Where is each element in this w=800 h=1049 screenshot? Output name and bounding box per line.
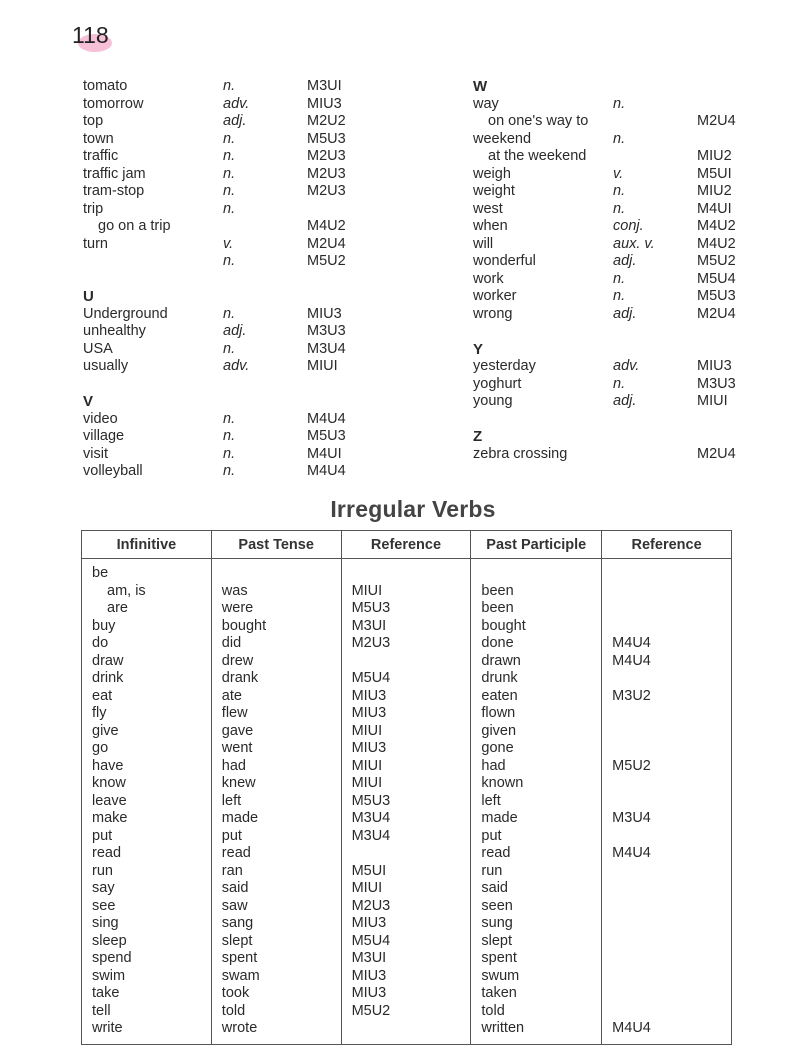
cell-reference-2 (612, 985, 731, 1003)
cell-reference-2 (612, 705, 731, 723)
glossary-entry (473, 96, 773, 114)
cell-past-tense: went (221, 740, 253, 756)
cell-reference: M5U2 (351, 1002, 391, 1019)
header-reference: Reference (341, 531, 471, 559)
cell-past-participle: read (481, 845, 511, 861)
cell-reference-2 (612, 793, 731, 811)
cell-past-participle: put (481, 827, 502, 844)
glossary-entry (83, 446, 383, 464)
irregular-verbs-title: Irregular Verbs (330, 496, 496, 522)
cell-past-tense: swam (221, 967, 260, 984)
entry-word: turn (83, 235, 108, 252)
cell-reference: M5UI (351, 862, 387, 879)
cell-past-tense: bought (221, 617, 267, 634)
entry-reference: M3UI (307, 78, 342, 94)
entry-reference: MIU3 (307, 305, 342, 322)
glossary-entry (83, 306, 383, 324)
cell-infinitive: do (92, 635, 109, 651)
cell-past-participle: swum (481, 967, 520, 984)
entry-reference: M5U2 (697, 253, 736, 269)
glossary-entry (83, 358, 383, 376)
cell-infinitive: know (92, 775, 126, 791)
cell-reference-2: M4U4 (612, 652, 651, 669)
cell-reference-2 (612, 583, 731, 601)
entry-part-of-speech: adj. (223, 113, 247, 129)
entry-word: yesterday (473, 358, 536, 374)
cell-reference-2: M5U2 (612, 757, 651, 774)
entry-reference: M5U3 (697, 288, 736, 304)
entry-part-of-speech: n. (613, 183, 626, 199)
entry-reference: M5U3 (307, 428, 346, 444)
entry-reference: MIUI (307, 358, 338, 374)
entry-word: when (473, 218, 508, 234)
cell-reference: M5U4 (351, 932, 391, 949)
entry-word: traffic jam (83, 165, 146, 182)
cell-past-tense: were (221, 600, 254, 616)
cell-past-tense: made (221, 810, 259, 826)
entry-word: USA (83, 340, 113, 357)
entry-word: Underground (83, 305, 168, 322)
entry-word: worker (473, 288, 517, 304)
glossary-entry (473, 446, 773, 464)
entry-word: way (473, 95, 499, 112)
cell-reference: MIU3 (351, 687, 387, 704)
entry-part-of-speech: n. (223, 445, 236, 462)
cell-reference (352, 1020, 471, 1038)
cell-past-participle (481, 565, 601, 583)
entry-part-of-speech: n. (223, 200, 236, 217)
section-letter: W (473, 78, 488, 95)
entry-reference: M4U4 (307, 463, 346, 479)
table-header-row (82, 531, 732, 559)
cell-reference (352, 565, 471, 583)
header-reference-2: Reference (602, 531, 732, 559)
header-past-participle: Past Participle (471, 531, 602, 559)
entry-word: on one's way to (488, 113, 589, 129)
cell-reference: MIUI (351, 582, 383, 599)
table-body (82, 559, 732, 1045)
glossary-entry (83, 201, 383, 219)
cell-past-tense: told (221, 1002, 246, 1019)
cell-reference-2 (612, 565, 731, 583)
cell-infinitive: write (92, 1020, 123, 1036)
glossary-entry (473, 166, 773, 184)
cell-reference-2 (612, 863, 731, 881)
cell-past-participle: seen (481, 897, 513, 914)
cell-infinitive: am, is (107, 582, 146, 599)
entry-word: tram-stop (83, 183, 145, 199)
cell-past-participle: spent (481, 950, 517, 966)
entry-word: at the weekend (488, 148, 587, 164)
cell-past-participle: had (481, 757, 506, 774)
entry-part-of-speech: adj. (613, 393, 637, 409)
column-past-participle (471, 559, 602, 1045)
entry-reference: MIU3 (697, 358, 732, 374)
cell-past-participle: bought (481, 617, 526, 634)
cell-past-participle: been (481, 600, 514, 616)
cell-infinitive: run (92, 862, 113, 879)
cell-past-participle: been (481, 582, 514, 599)
column-reference-2 (602, 559, 732, 1045)
entry-part-of-speech: adj. (223, 323, 247, 339)
entry-reference: MIUI (697, 393, 728, 409)
entry-word: wrong (473, 305, 513, 322)
entry-reference: M4U2 (307, 218, 346, 234)
cell-reference: MIU3 (351, 740, 387, 756)
entry-reference: MIU2 (697, 183, 732, 199)
entry-reference: M2U4 (307, 235, 346, 252)
entry-part-of-speech: conj. (613, 218, 644, 234)
glossary-entry (83, 113, 383, 131)
cell-past-tense: drew (221, 652, 254, 669)
cell-infinitive: tell (92, 1002, 111, 1019)
cell-past-tense: had (221, 757, 246, 774)
cell-past-participle: eaten (481, 687, 518, 704)
glossary-entry (83, 131, 383, 149)
section-letter: Z (473, 428, 483, 445)
cell-past-participle: said (481, 880, 508, 896)
entry-word: west (473, 200, 503, 217)
entry-part-of-speech: n. (223, 148, 236, 164)
cell-reference-2 (612, 618, 731, 636)
cell-reference-2 (612, 880, 731, 898)
cell-past-participle: drawn (481, 652, 521, 669)
cell-past-tense: gave (221, 722, 254, 739)
cell-reference (352, 653, 471, 671)
entry-word: trip (83, 200, 104, 217)
entry-word: work (473, 270, 504, 287)
cell-reference-2: M3U4 (612, 810, 651, 826)
entry-word: tomorrow (83, 95, 144, 112)
cell-past-tense: slept (221, 932, 253, 949)
glossary-entry (473, 183, 773, 201)
cell-reference: MIUI (351, 775, 383, 791)
entry-part-of-speech: n. (613, 375, 626, 392)
cell-reference: MIU3 (351, 985, 387, 1001)
entry-reference: MIU3 (307, 95, 342, 112)
cell-infinitive: give (92, 722, 119, 739)
cell-reference-2 (612, 740, 731, 758)
cell-infinitive: go (92, 740, 109, 756)
glossary-entry (473, 148, 773, 166)
entry-reference: M4UI (697, 200, 732, 217)
entry-word: yoghurt (473, 375, 522, 392)
entry-reference: M5UI (697, 165, 732, 182)
cell-reference-2 (612, 1003, 731, 1021)
glossary-entry (473, 236, 773, 254)
entry-reference: M4U2 (697, 218, 736, 234)
glossary-entry (83, 78, 383, 96)
cell-reference-2: M4U4 (612, 635, 651, 651)
cell-past-tense: knew (221, 775, 256, 791)
cell-reference-2 (612, 950, 731, 968)
cell-infinitive: draw (92, 652, 124, 669)
cell-past-tense: wrote (221, 1020, 258, 1036)
cell-reference-2 (612, 670, 731, 688)
column-reference (341, 559, 471, 1045)
cell-past-participle: written (481, 1020, 525, 1036)
entry-reference: M2U4 (697, 445, 736, 462)
cell-infinitive: see (92, 897, 116, 914)
entry-reference: M5U4 (697, 270, 736, 287)
section-gap (473, 411, 773, 429)
entry-part-of-speech: n. (223, 183, 236, 199)
entry-part-of-speech: n. (223, 340, 236, 357)
cell-reference-2: M3U2 (612, 687, 651, 704)
cell-reference: M5U3 (351, 600, 391, 616)
cell-reference: M2U3 (351, 635, 391, 651)
entry-word: top (83, 113, 104, 129)
entry-word: will (473, 235, 494, 252)
cell-reference-2 (612, 600, 731, 618)
glossary-entry (473, 358, 773, 376)
cell-reference: M5U3 (351, 792, 391, 809)
entry-part-of-speech: adv. (223, 95, 250, 112)
cell-infinitive: read (92, 845, 122, 861)
entry-word: town (83, 130, 114, 147)
entry-part-of-speech: n. (223, 428, 236, 444)
glossary-entry (473, 393, 773, 411)
cell-past-participle: sung (481, 915, 513, 931)
entry-part-of-speech: n. (613, 95, 626, 112)
cell-past-tense: said (221, 880, 249, 896)
cell-reference-2: M4U4 (612, 845, 651, 861)
cell-past-tense: spent (221, 950, 258, 966)
cell-reference: M3UI (351, 617, 387, 634)
cell-reference-2 (612, 775, 731, 793)
entry-part-of-speech: n. (613, 130, 626, 147)
cell-infinitive: eat (92, 687, 113, 704)
cell-past-participle: taken (481, 985, 517, 1001)
entry-word: video (83, 410, 118, 427)
entry-reference: M5U2 (307, 253, 346, 269)
glossary-left-column (83, 78, 383, 481)
cell-past-tense: drank (221, 670, 259, 686)
cell-infinitive: drink (92, 670, 124, 686)
cell-reference: MIUI (351, 880, 383, 896)
entry-word: traffic (83, 148, 119, 164)
cell-infinitive: put (92, 827, 113, 844)
glossary-entry (473, 376, 773, 394)
entry-word: village (83, 428, 125, 444)
cell-reference: MIUI (351, 722, 383, 739)
glossary-entry (473, 201, 773, 219)
glossary-entry (83, 236, 383, 254)
cell-infinitive: buy (92, 617, 116, 634)
entry-part-of-speech: v. (223, 235, 234, 252)
glossary-entry (83, 218, 383, 236)
entry-reference: M2U4 (697, 113, 736, 129)
cell-past-participle: gone (481, 740, 514, 756)
entry-part-of-speech: n. (223, 253, 236, 269)
cell-infinitive: be (92, 565, 109, 581)
entry-part-of-speech: adj. (613, 253, 637, 269)
cell-reference: MIU3 (351, 967, 387, 984)
cell-past-participle: made (481, 810, 518, 826)
entry-reference: M4U4 (307, 410, 346, 427)
cell-reference: M3U4 (351, 810, 391, 826)
cell-past-tense: ate (221, 687, 242, 704)
cell-past-tense: saw (221, 897, 248, 914)
entry-reference: M2U4 (697, 305, 736, 322)
glossary-entry (473, 306, 773, 324)
entry-part-of-speech: adv. (613, 358, 640, 374)
section-gap (473, 323, 773, 341)
page-number: 118 (72, 22, 109, 48)
entry-word: weekend (473, 130, 532, 147)
cell-reference (352, 845, 471, 863)
entry-reference: M4UI (307, 445, 342, 462)
cell-infinitive: fly (92, 705, 107, 721)
cell-past-tense: was (221, 582, 248, 599)
cell-infinitive: sleep (92, 932, 127, 949)
entry-reference: M3U4 (307, 340, 346, 357)
cell-infinitive: spend (92, 950, 132, 966)
column-past-tense (211, 559, 341, 1045)
entry-reference: M2U2 (307, 113, 346, 129)
glossary-entry (83, 411, 383, 429)
cell-past-tense: did (221, 635, 242, 651)
entry-reference: M2U3 (307, 165, 346, 182)
glossary-entry (83, 323, 383, 341)
section-gap (83, 376, 383, 394)
cell-infinitive: leave (92, 792, 127, 809)
header-past-tense: Past Tense (211, 531, 341, 559)
entry-part-of-speech: n. (613, 200, 626, 217)
entry-reference: M5U3 (307, 130, 346, 147)
cell-past-participle: given (481, 722, 517, 739)
entry-word: usually (83, 358, 129, 374)
glossary-entry (473, 253, 773, 271)
cell-past-tense: sang (221, 915, 254, 931)
cell-past-tense: left (221, 792, 242, 809)
entry-part-of-speech: n. (223, 130, 236, 147)
cell-past-tense: read (221, 845, 251, 861)
cell-past-tense: flew (221, 705, 248, 721)
cell-reference-2 (612, 898, 731, 916)
header-infinitive: Infinitive (82, 531, 212, 559)
cell-infinitive: are (107, 600, 128, 616)
cell-reference: M3UI (351, 950, 387, 966)
cell-reference-2 (612, 828, 731, 846)
cell-reference: MIUI (351, 757, 383, 774)
irregular-verbs-table (81, 530, 732, 1045)
glossary-right-column (473, 78, 773, 463)
glossary-entry (473, 218, 773, 236)
section-letter: V (83, 393, 94, 410)
entry-part-of-speech: n. (613, 288, 626, 304)
entry-word: volleyball (83, 463, 143, 479)
cell-past-participle: known (481, 775, 524, 791)
glossary-entry (473, 271, 773, 289)
cell-infinitive: make (92, 810, 128, 826)
glossary-entry (83, 183, 383, 201)
entry-word: young (473, 393, 513, 409)
entry-reference: M3U3 (307, 323, 346, 339)
glossary-entry (83, 166, 383, 184)
entry-reference: MIU2 (697, 148, 732, 164)
cell-infinitive: swim (92, 967, 126, 984)
entry-reference: M3U3 (697, 375, 736, 392)
entry-word: zebra crossing (473, 445, 568, 462)
cell-past-participle: run (481, 862, 503, 879)
cell-past-participle: left (481, 792, 501, 809)
entry-word: weigh (473, 165, 511, 182)
cell-reference: M3U4 (351, 827, 391, 844)
section-letter: Y (473, 340, 484, 358)
entry-part-of-speech: n. (613, 270, 626, 287)
glossary-entry (473, 288, 773, 306)
section-gap (83, 271, 383, 289)
entry-part-of-speech: n. (223, 305, 236, 322)
cell-reference: M2U3 (351, 897, 391, 914)
entry-word: tomato (83, 78, 128, 94)
column-infinitive (82, 559, 212, 1045)
entry-word: unhealthy (83, 323, 146, 339)
glossary-entry (83, 96, 383, 114)
entry-part-of-speech: n. (223, 78, 236, 94)
cell-infinitive: sing (92, 915, 119, 931)
entry-word: wonderful (473, 253, 536, 269)
glossary-entry (473, 131, 773, 149)
entry-part-of-speech: aux. v. (613, 235, 655, 252)
entry-reference: M2U3 (307, 183, 346, 199)
glossary-entry (473, 113, 773, 131)
entry-reference: M2U3 (307, 148, 346, 164)
entry-word: visit (83, 445, 108, 462)
cell-reference-2: M4U4 (612, 1020, 651, 1036)
glossary-entry (83, 253, 383, 271)
cell-past-participle: slept (481, 932, 513, 949)
glossary-entry (83, 463, 383, 481)
entry-word: weight (473, 183, 515, 199)
entry-word: go on a trip (98, 218, 171, 234)
cell-past-participle: flown (481, 705, 516, 721)
cell-reference: MIU3 (351, 915, 387, 931)
cell-reference: M5U4 (351, 670, 391, 686)
cell-reference-2 (612, 723, 731, 741)
cell-infinitive: have (92, 757, 124, 774)
entry-part-of-speech: n. (223, 165, 236, 182)
section-letter: U (83, 288, 94, 305)
cell-past-participle: told (481, 1002, 505, 1019)
entry-part-of-speech: adv. (223, 358, 250, 374)
cell-infinitive: say (92, 880, 115, 896)
glossary-entry (83, 428, 383, 446)
cell-past-tense: ran (221, 862, 243, 879)
cell-past-tense (222, 565, 341, 583)
glossary-entry (83, 148, 383, 166)
cell-infinitive: take (92, 985, 120, 1001)
cell-reference-2 (612, 915, 731, 933)
entry-part-of-speech: adj. (613, 305, 637, 322)
cell-reference-2 (612, 933, 731, 951)
cell-past-participle: done (481, 635, 514, 651)
entry-reference: M4U2 (697, 235, 736, 252)
cell-reference: MIU3 (351, 705, 387, 721)
cell-past-participle: drunk (481, 670, 518, 686)
cell-reference-2 (612, 968, 731, 986)
entry-part-of-speech: n. (223, 410, 236, 427)
glossary-entry (83, 341, 383, 359)
entry-part-of-speech: n. (223, 463, 236, 479)
cell-past-tense: took (221, 985, 250, 1001)
entry-part-of-speech: v. (613, 165, 624, 182)
cell-past-tense: put (221, 827, 242, 844)
